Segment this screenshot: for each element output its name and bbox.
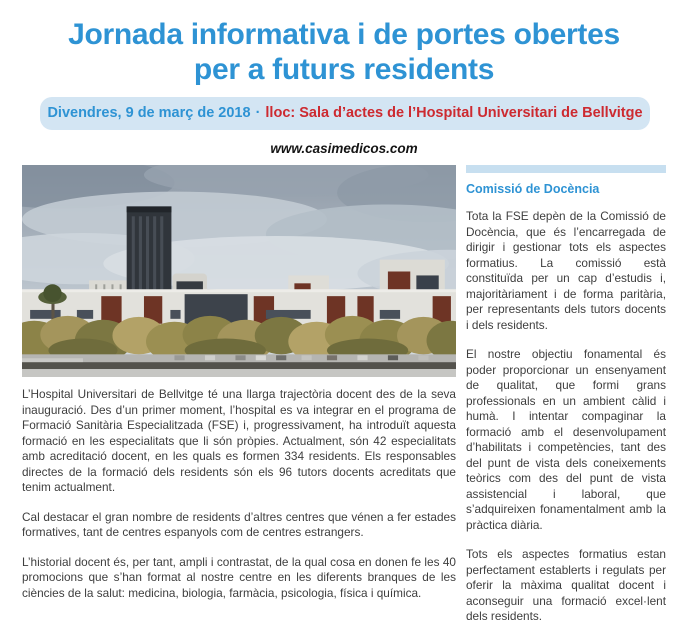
page-title-line2: per a futurs residents bbox=[193, 53, 495, 86]
main-paragraph-2: Cal destacar el gran nombre de residents d’altres centres que vénen a fer estades formatives, tant de centres espanyols com de centres estrangers. bbox=[22, 509, 456, 539]
sidebar-paragraph-1: Tota la FSE depèn de la Comissió de Docència, que és l’encarregada de dirigir i gestionar tots els aspectes formatius. La comissió està constituïda per un cap d’estudis i, majoritàriament i de forma paritària, per representants dels tutors docents i dels residents. bbox=[466, 209, 666, 332]
sidebar-heading: Comissió de Docència bbox=[466, 182, 600, 196]
main-paragraph-3: L’historial docent és, per tant, ampli i contrastat, de la qual cosa en donen fe les 40 promocions que s’han format al nostre centre en les diferents branques de les ciències de la salut: medicina, biologia, farmàcia, psicologia, física i química. bbox=[22, 554, 456, 600]
hospital-photo bbox=[22, 165, 456, 377]
two-column-content bbox=[22, 165, 666, 639]
event-location: lloc: Sala d’actes de l’Hospital Universitari de Bellvitge bbox=[265, 105, 643, 121]
website-url: www.casimedicos.com bbox=[270, 141, 418, 156]
sidebar-column bbox=[466, 165, 666, 639]
sidebar-paragraph-2: El nostre objectiu fonamental és poder proporcionar un ensenyament de qualitat, que formi grans professionals en un ambient càlid i humà. I intentar compaginar la formació amb el desenvolupament d’habilitats i competències, tant des del punt de vista dels coneixements teòrics com des del punt de vista assistencial i laboral, que s’adquireixen fonamentalment amb la pràctica diària. bbox=[466, 347, 666, 532]
event-banner bbox=[40, 97, 650, 130]
event-date: Divendres, 9 de març de 2018 bbox=[47, 105, 251, 121]
sidebar-divider-bar bbox=[466, 165, 666, 173]
page-title bbox=[22, 17, 666, 87]
dot-separator: · bbox=[255, 105, 261, 121]
sidebar-paragraph-3: Tots els aspectes formatius estan perfectament establerts i regulats per oferir la màxima qualitat docent i aconseguir una formació excel·lent dels residents. bbox=[466, 547, 666, 623]
page-title-line1: Jornada informativa i de portes obertes bbox=[68, 18, 620, 51]
main-paragraph-1: L’Hospital Universitari de Bellvitge té una llarga trajectòria docent des de la seva inauguració. Des d’un primer moment, l’hospital es va integrar en el programa de Formació Sanitària Especialitzada (FSE) i, progressivament, ha introduït aquesta formació en les especialitats que li són pròpies. Actualment, són 42 especialitats amb acreditació docent, en les quals es formen 334 residents. Els responsables directes de la formació dels residents són els 96 tutors docents acreditats que tenim actualment. bbox=[22, 387, 456, 494]
main-column bbox=[22, 165, 456, 639]
